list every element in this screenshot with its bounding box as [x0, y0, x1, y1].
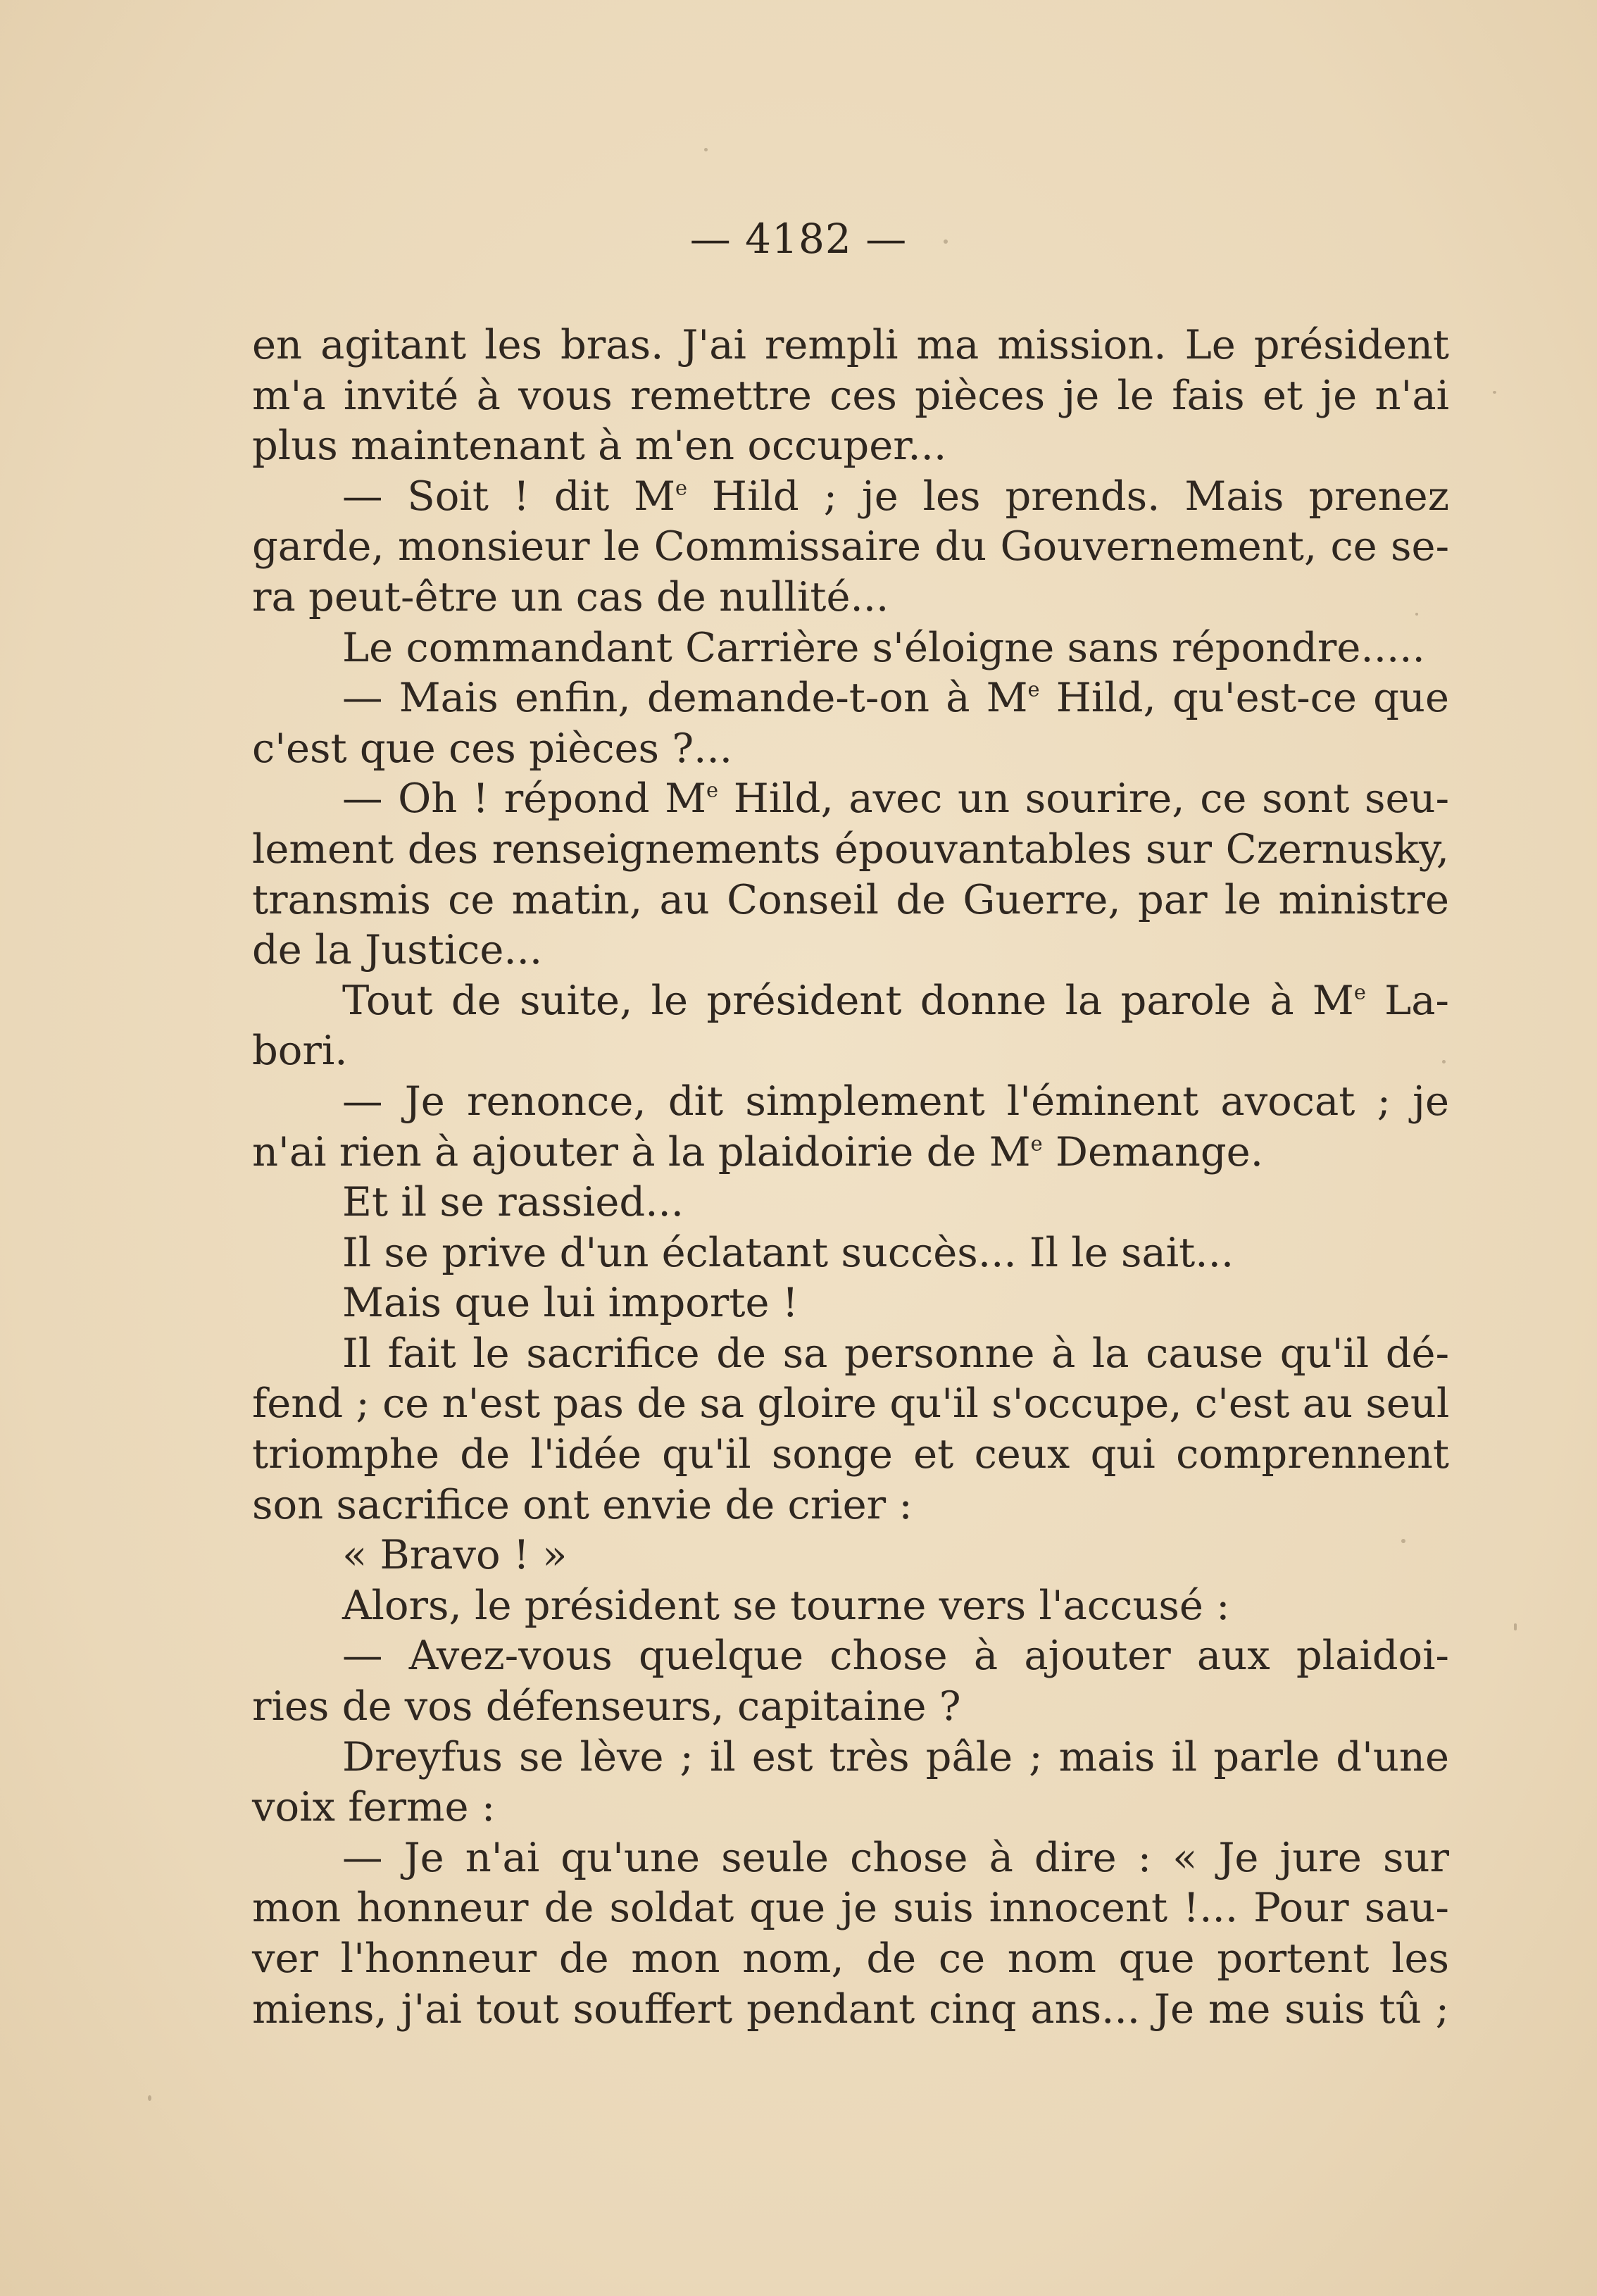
text-line: garde, monsieur le Commissaire du Gouvernement, ce se- — [252, 523, 1449, 570]
paper-speck — [148, 2095, 151, 2101]
text-line: ra peut-être un cas de nullité... — [252, 573, 889, 620]
text-line: triomphe de l'idée qu'il songe et ceux qui comprennent — [252, 1430, 1449, 1478]
text-line: transmis ce matin, au Conseil de Guerre, par le ministre — [252, 875, 1449, 923]
text-line: Alors, le président se tourne vers l'accusé : — [342, 1581, 1230, 1629]
text-line: « Bravo ! » — [342, 1531, 568, 1579]
text-line: n'ai rien à ajouter à la plaidoirie de Me Demange. — [252, 1128, 1263, 1175]
text-line: miens, j'ai tout souffert pendant cinq ans... Je me suis tû ; — [252, 1985, 1449, 2033]
text-line: Dreyfus se lève ; il est très pâle ; mais il parle d'une — [342, 1733, 1449, 1780]
text-line: m'a invité à vous remettre ces pièces je le fais et je n'ai — [252, 371, 1449, 419]
paper-speck — [1493, 391, 1496, 394]
text-line: ver l'honneur de mon nom, de ce nom que portent les — [252, 1935, 1449, 1982]
page-number: — 4182 — — [689, 215, 908, 263]
text-line: Le commandant Carrière s'éloigne sans répondre..... — [342, 623, 1425, 671]
text-line: son sacrifice ont envie de crier : — [252, 1480, 913, 1528]
text-line: Il fait le sacrifice de sa personne à la cause qu'il dé- — [342, 1329, 1449, 1377]
text-line: Mais que lui importe ! — [342, 1279, 798, 1327]
text-line: bori. — [252, 1027, 348, 1075]
text-line: Il se prive d'un éclatant succès... Il le sait... — [342, 1228, 1234, 1276]
text-line: lement des renseignements épouvantables sur Czernusky, — [252, 825, 1449, 873]
paper-speck — [1514, 1623, 1517, 1630]
body-text — [252, 320, 1449, 2034]
text-line: — Soit ! dit Me Hild ; je les prends. Mais prenez — [342, 472, 1450, 520]
text-line: plus maintenant à m'en occuper... — [252, 422, 947, 470]
text-line: Et il se rassied... — [342, 1178, 684, 1226]
text-line: de la Justice... — [252, 926, 543, 974]
text-line: — Je renonce, dit simplement l'éminent avocat ; je — [342, 1077, 1449, 1125]
text-line: en agitant les bras. J'ai rempli ma mission. Le président — [252, 321, 1449, 368]
paper-speck — [704, 148, 708, 151]
text-line: — Avez-vous quelque chose à ajouter aux plaidoi- — [342, 1632, 1449, 1680]
text-line: Tout de suite, le président donne la parole à Me La- — [342, 976, 1449, 1024]
text-line: c'est que ces pièces ?... — [252, 724, 732, 772]
text-line: — Je n'ai qu'une seule chose à dire : « Je jure sur — [342, 1833, 1449, 1881]
text-line: mon honneur de soldat que je suis innocent !... Pour sau- — [252, 1884, 1449, 1932]
text-line: fend ; ce n'est pas de sa gloire qu'il s'occupe, c'est au seul — [252, 1380, 1450, 1428]
text-line: voix ferme : — [252, 1783, 496, 1831]
text-line: — Oh ! répond Me Hild, avec un sourire, ce sont seu- — [342, 775, 1450, 823]
text-line: — Mais enfin, demande-t-on à Me Hild, qu'est-ce que — [342, 674, 1449, 722]
text-line: ries de vos défenseurs, capitaine ? — [252, 1683, 961, 1730]
